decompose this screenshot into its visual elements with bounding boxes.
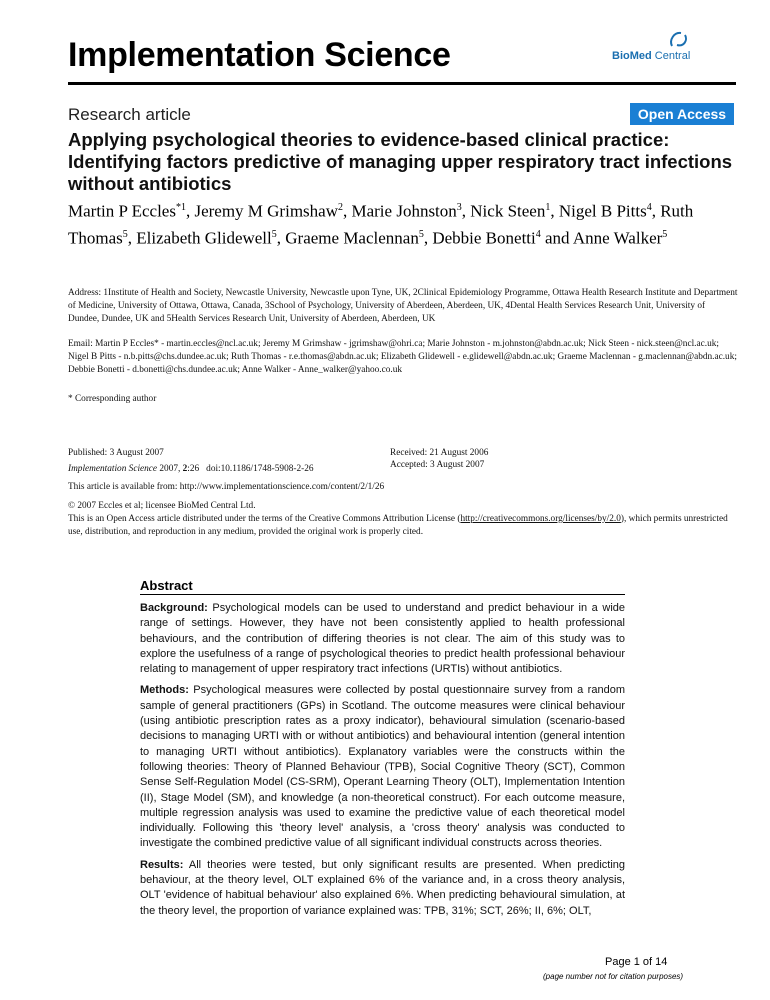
abstract-results xyxy=(140,858,625,919)
license-text xyxy=(68,513,738,539)
received-date: Received: 21 August 2006 xyxy=(390,448,489,458)
author-affiliation-mark: 5 xyxy=(418,228,424,240)
author-name: Ruth Thomas xyxy=(68,201,694,248)
author-name: Nick Steen xyxy=(470,201,546,221)
header-rule xyxy=(68,82,736,85)
results-label: Results: xyxy=(140,858,184,871)
license-link[interactable]: http://creativecommons.org/licenses/by/2.0 xyxy=(460,514,621,524)
page-number-note: (page number not for citation purposes) xyxy=(543,972,684,981)
open-access-badge: Open Access xyxy=(630,103,734,125)
biomed-swirl-icon xyxy=(668,30,690,50)
author-affiliation-mark: 2 xyxy=(337,202,343,213)
article-title: Applying psychological theories to evidence-based clinical practice: Identifying factors predictive of managing upper respiratory tract infections without antibiotics xyxy=(68,129,733,194)
author-affiliation-mark: 1 xyxy=(545,202,551,213)
author-name: Jeremy M Grimshaw xyxy=(194,201,338,221)
author-affiliation-mark: 5 xyxy=(122,228,128,240)
corresponding-note: * Corresponding author xyxy=(68,394,157,404)
abstract-heading: Abstract xyxy=(140,578,625,595)
article-type: Research article xyxy=(68,105,191,124)
author-affiliation-mark: 4 xyxy=(646,202,652,213)
methods-label: Methods: xyxy=(140,684,189,697)
journal-reference xyxy=(68,463,314,476)
published-date: Published: 3 August 2007 xyxy=(68,448,164,458)
author-affiliation-mark: *1 xyxy=(175,202,186,213)
logo-biomed: BioMed xyxy=(612,50,652,62)
biomed-central-logo xyxy=(612,30,732,70)
journal-ref-pages: :26 xyxy=(187,464,200,474)
abstract-background xyxy=(140,601,625,677)
affiliation-address: Address: 1Institute of Health and Society, Newcastle University, Newcastle upon Tyne, UK, 2Clinical Epidemiology Programme, Ottawa Health Research Institute and Department of Medicine, University of Ottawa, Ottawa, Canada, 3School of Psychology, University of Aberdeen, Aberdeen, UK, 4Dental Health Services Research Unit, University of Dundee, Dundee, UK and 5Health Services Research Unit, University of Aberdeen, Aberdeen, UK xyxy=(68,288,738,324)
author-name: Marie Johnston xyxy=(351,201,457,221)
journal-ref-name: Implementation Science xyxy=(68,464,158,474)
abstract-methods xyxy=(140,683,625,851)
results-text: All theories were tested, but only significant results are presented. When predicting behaviour, at the theory level, OLT explained 6% of the variance and, in a cross theory analysis, OLT 'evidence of habitual behaviour' also explained 6%. When predicting behavioural simulation, at the theory level, the proportion of variance explained was: TPB, 31%; SCT, 26%; II, 6%; OLT, xyxy=(140,858,625,917)
author-affiliation-mark: 5 xyxy=(271,228,277,240)
journal-title: Implementation Science xyxy=(68,36,451,74)
journal-ref-year: 2007, xyxy=(159,464,181,474)
author-affiliation-mark: 3 xyxy=(456,202,462,213)
abstract-section xyxy=(140,578,625,919)
author-name: Debbie Bonetti xyxy=(432,228,536,248)
journal-ref-volume: 2 xyxy=(182,464,188,474)
author-list: Martin P Eccles$^{*1}$, Jeremy M Grimshaw$^2$, Marie Johnston$^3$, Nick Steen$^1$, Nigel B Pitts$^4$, Ruth Thomas$^5$, Elizabeth Glidewell$^5$, Graeme Maclennan$^5$, Debbie Bonetti$^4$ and Anne Walker$^5$ xyxy=(68,201,694,248)
methods-text: Psychological measures were collected by postal questionnaire survey from a random sample of general practitioners (GPs) in Scotland. The outcome measures were clinical behaviour (using antibiotic prescription rates as a proxy indicator), behavioural simulation (scenario-based decisions to managing URTI with or without antibiotics) and behavioural intention (general intention to managing URTI without antibiotics). Explanatory variables were the constructs within the following theories: Theory of Planned Behaviour (TPB), Social Cognitive Theory (SCT), Common Sense Self-Regulation Model (CS-SRM), Operant Learning Theory (OLT), Implementation Intention (II), Stage Model (SM), and knowledge (a non-theoretical construct). For each outcome measure, multiple regression analysis was used to examine the predictive value of each theoretical model individually. Following this 'theory level' analysis, a 'cross theory' analysis was conducted to investigate the combined predictive value of all significant individual constructs across theories. xyxy=(140,684,625,850)
author-emails: Email: Martin P Eccles* - martin.eccles@ncl.ac.uk; Jeremy M Grimshaw - jgrimshaw@ohri.ca; Marie Johnston - m.johnston@abdn.ac.uk; Nick Steen - nick.steen@ncl.ac.uk; Nigel B Pitts - n.b.pitts@chs.dundee.ac.uk; Ruth Thomas - r.e.thomas@abdn.ac.uk; Elizabeth Glidewell - e.glidewell@abdn.ac.uk; Graeme Maclennan - g.maclennan@abdn.ac.uk; Debbie Bonetti - d.bonetti@chs.dundee.ac.uk; Anne Walker - Anne_walker@yahoo.co.uk xyxy=(68,339,737,375)
accepted-date: Accepted: 3 August 2007 xyxy=(390,460,485,470)
license-before: This is an Open Access article distributed under the terms of the Creative Commons Attribution License ( xyxy=(68,514,461,524)
author-affiliation-mark: 5 xyxy=(662,228,668,240)
license-after: ), which permits unrestricted use, distribution, and reproduction in any medium, provided the original work is properly cited. xyxy=(68,514,728,537)
author-name: Martin P Eccles xyxy=(68,201,176,221)
author-name: Elizabeth Glidewell xyxy=(136,228,272,248)
author-name: Anne Walker xyxy=(572,228,663,248)
article-url[interactable]: This article is available from: http://www.implementationscience.com/content/2/1/26 xyxy=(68,482,385,492)
author-affiliation-mark: 4 xyxy=(535,228,541,240)
logo-central: Central xyxy=(654,50,691,62)
author-name: Graeme Maclennan xyxy=(285,228,419,248)
copyright: © 2007 Eccles et al; licensee BioMed Central Ltd. xyxy=(68,501,256,511)
page-number: Page 1 of 14 xyxy=(605,956,668,968)
journal-ref-doi: doi:10.1186/1748-5908-2-26 xyxy=(206,464,314,474)
author-name: Nigel B Pitts xyxy=(558,201,647,221)
background-text: Psychological models can be used to understand and predict behaviour in a wide range of settings. However, they have not been consistently applied to health professional behaviours, and the contribution of differing theories is not clear. The aim of this study was to explore the usefulness of a range of psychological theories to predict health professional behaviour relating to management of upper respiratory tract infections (URTIs) without antibiotics. xyxy=(140,602,625,676)
background-label: Background: xyxy=(140,602,208,614)
